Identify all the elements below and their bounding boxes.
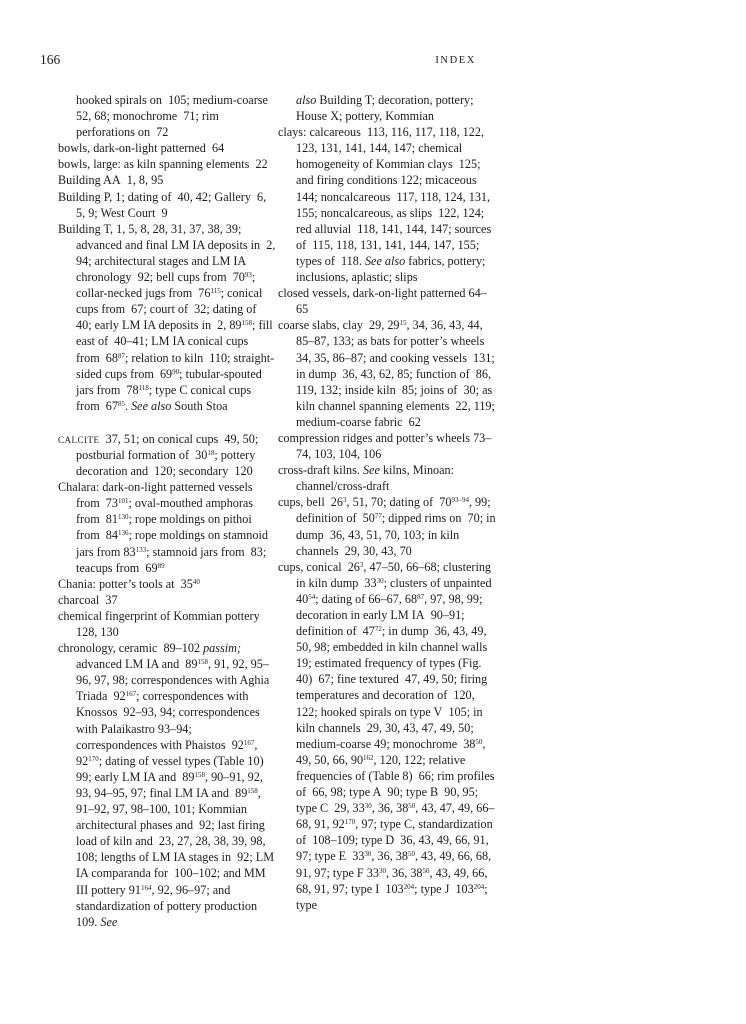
index-entry-continuation: also Building T; decoration, pottery; House X; pottery, Kommian: [296, 93, 474, 124]
page-number: 166: [40, 52, 61, 67]
index-column-left: [58, 92, 276, 930]
index-entry: closed vessels, dark-on-light patterned 64–65: [278, 286, 487, 317]
index-entry: Chalara: dark-on-light patterned vessels from $73^{101}$; oval-mouthed amphoras from $81^{130}$; rope moldings on pithoi from $84^{136}$; rope moldings on stamnoid jars from $83^{133}$; stamnoid jars from 83; teacups from $69^{89}$: [58, 480, 268, 575]
index-entry: bowls, dark-on-light patterned 64: [58, 141, 225, 156]
index-entry: bowls, large: as kiln spanning elements 22: [58, 157, 268, 172]
index-entry: Building P, 1; dating of 40, 42; Gallery 6, 5, 9; West Court 9: [58, 189, 267, 220]
index-entry: clays: calcareous 113, 116, 117, 118, 122, 123, 131, 141, 144, 147; chemical homogeneity of Kommian clays 125; and firing conditions 122; micaceous 144; noncalcareous 117, 118, 124, 131, 155; noncalcareous, as slips 122, 124; red alluvial 118, 141, 144, 147; sources of 115, 118, 131, 141, 144, 147, 155; types of 118. See also fabrics, pottery; inclusions, aplastic; slips: [278, 125, 492, 285]
index-entry: Chania: potter’s tools at $35^{40}$: [58, 576, 200, 591]
index-entry: chemical fingerprint of Kommian pottery 128, 130: [58, 608, 263, 639]
index-entry: compression ridges and potter’s wheels 73–74, 103, 104, 106: [278, 430, 492, 462]
index-entry: charcoal 37: [58, 592, 118, 607]
running-head: INDEX: [435, 55, 476, 66]
letter-group-gap: [58, 414, 276, 431]
index-entry: cups, conical $26^3$, 47–50, 66–68; clustering in kiln dump $33^{30}$; clusters of unpainted $40^{54}$; dating of 66–67, $68^{87}$, 97, 98, 99; decoration in early LM IA 90–91; definition of $47^{72}$; in dump 36, 43, 49, 50, 98; embedded in kiln channel walls 19; estimated frequency of types (Fig. 40) 67; fine textured 47, 49, 50; firing temperatures and decoration of 120, 122; hooked spirals on type V 105; in kiln channels 29, 30, 43, 47, 49, 50; medium-coarse 49; monochrome $38^{50}$, 49, 50, 66, $90^{162}$, 120, 122; relative frequencies of (Table 8) 66; rim profiles of 66, 98; type A 90; type B 90, 95; type C 29, $33^{30}$, 36, $38^{50}$, 43, 47, 49, 66–68, 91, $92^{170}$, 97; type C, standardization of 108–109; type D 36, 43, 49, 66, 91, 97; type E $33^{30}$, 36, $38^{50}$, 43, 49, 66, 68, 91, 97; type F $33^{30}$, 36, $38^{50}$, 43, 49, 66, 68, 91, 97; type I $103^{204}$; type J $103^{204}$; type: [278, 559, 495, 912]
index-column-right: [278, 92, 498, 913]
index-entry: chronology, ceramic 89–102 passim; advanced LM IA and $89^{158}$, 91, 92, 95–96, 97, 98; correspondences with Aghia Triada $92^{167}$; correspondences with Knossos 92–93, 94; correspondences with Palaikastro 93–94; correspondences with Phaistos $92^{167}$, $92^{170}$; dating of vessel types (Table 10) 99; early LM IA and $89^{158}$, 90–91, 92, 93, 94–95, 97; final LM IA and $89^{158}$, 91–92, 97, 98–100, 101; Kommian architectural phases and 92; last firing load of kiln and 23, 27, 28, 38, 39, 98, 108; lengths of LM IA stages in 92; LM IA comparanda for 100–102; and MM III pottery $91^{164}$, 92, 96–97; and standardization of pottery production 109. See: [58, 641, 275, 929]
index-entry: calcite 37, 51; on conical cups 49, 50; postburial formation of $30^{18}$; pottery decoration and 120; secondary 120: [58, 431, 259, 479]
index-entry: coarse slabs, clay 29, $29^{15}$, 34, 36, 43, 44, 85–87, 133; as bats for potter’s wheels 34, 35, 86–87; and cooking vessels 131; in dump 36, 43, 62, 85; function of 86, 119, 132; inside kiln 85; joins of 30; as kiln channel spanning elements 22, 119; medium-coarse fabric 62: [278, 318, 495, 429]
index-entry: Building T, 1, 5, 8, 28, 31, 37, 38, 39; advanced and final LM IA deposits in 2, 94; architectural stages and LM IA chronology 92; bell cups from $70^{93}$; collar-necked jugs from $76^{115}$; conical cups from 67; court of 32; dating of 40; early LM IA deposits in 2, $89^{158}$; fill east of 40–41; LM IA conical cups from $68^{87}$; relation to kiln 110; straight-sided cups from $69^{90}$; tubular-spouted jars from $78^{118}$; type C conical cups from $67^{85}$. See also South Stoa: [58, 221, 276, 413]
index-entry: Building AA 1, 8, 95: [58, 173, 164, 188]
index-entry: cross-draft kilns. See kilns, Minoan: channel/cross-draft: [278, 463, 455, 494]
index-entry-continuation: hooked spirals on 105; medium-coarse 52, 68; monochrome 71; rim perforations on 72: [76, 93, 271, 140]
index-entry: cups, bell $26^3$, 51, 70; dating of 70$^{93-94}$, 99; definition of $50^{77}$; dipped rims on 70; in dump 36, 43, 51, 70, 103; in kiln channels 29, 30, 43, 70: [278, 495, 496, 558]
